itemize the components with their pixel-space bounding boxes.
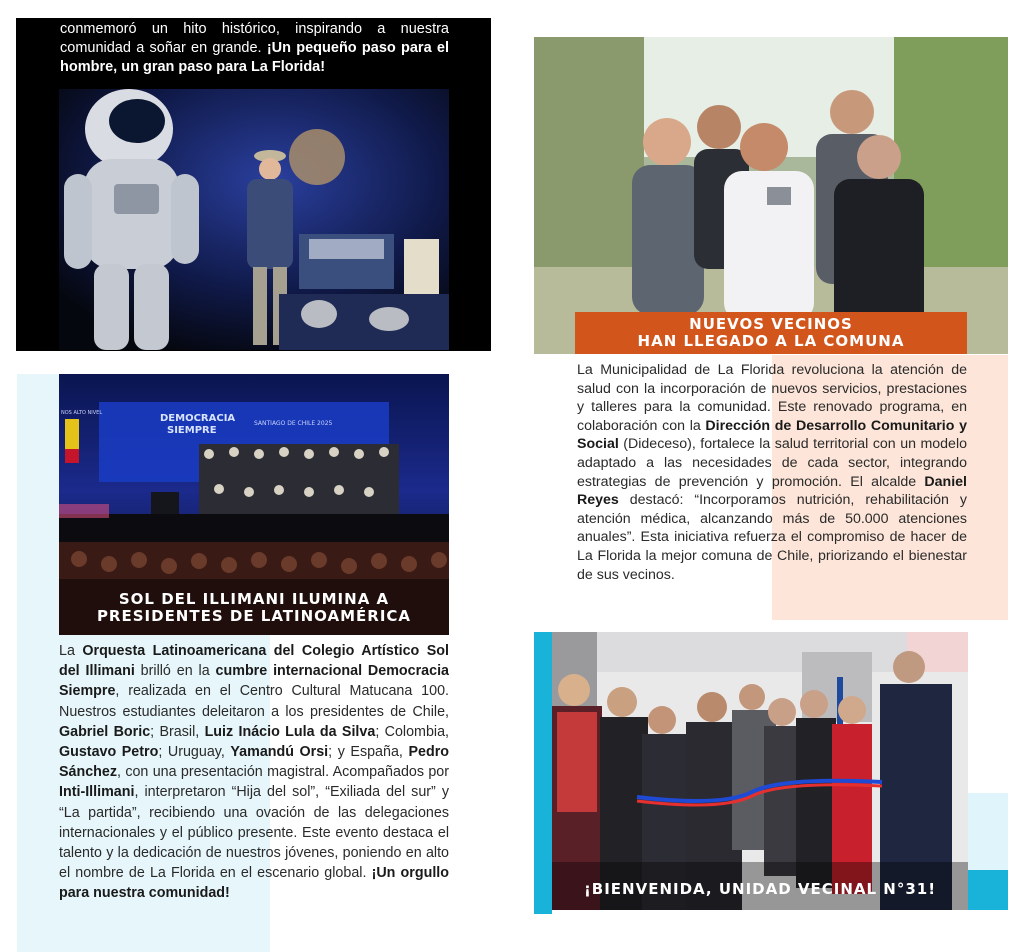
- illimani-text-part: , con una presentación magistral. Acompañados por: [117, 764, 449, 781]
- stage-title-2: SIEMPRE: [167, 425, 217, 436]
- salud-text-bold: Dirección de Desarrollo Comunitario y Social: [577, 417, 967, 453]
- illimani-caption: [59, 591, 449, 625]
- decorative-bar-cyan: [534, 632, 552, 914]
- salud-text-bold: Daniel Reyes: [577, 473, 967, 509]
- illimani-text-part: La: [59, 643, 83, 659]
- salud-text-part: destacó: “Incorporamos nutrición, rehabilitación y atención médica, alcanzando más de 50.000 atenciones anuales”. Esta iniciativa refuerza el compromiso de hacer de La Florida la mejor comuna de Chile, priorizando el bienestar de sus vecinos.: [577, 492, 967, 583]
- unidad-vecinal-caption: ¡BIENVENIDA, UNIDAD VECINAL N°31!: [583, 880, 937, 898]
- illimani-text-part: ; Brasil,: [150, 723, 205, 740]
- illimani-text-bold: Gabriel Boric: [59, 723, 151, 740]
- illimani-text-bold: Orquesta Latinoamericana del Colegio Artístico Sol del Illimani: [59, 643, 449, 680]
- illimani-article-text: [59, 641, 449, 904]
- illimani-caption-line2: PRESIDENTES DE LATINOAMÉRICA: [96, 607, 412, 625]
- stage-title-1: DEMOCRACIA: [160, 413, 236, 424]
- salud-article-text: [577, 361, 967, 584]
- nuevos-vecinos-caption: [575, 316, 967, 350]
- illimani-text-part: ; y España,: [328, 744, 409, 761]
- nuevos-vecinos-caption-line2: HAN LLEGADO A LA COMUNA: [637, 332, 905, 350]
- illimani-text-bold: Gustavo Petro: [59, 744, 159, 761]
- illimani-text-bold: Luiz Inácio Lula da Silva: [204, 723, 376, 740]
- illimani-text-bold: Pedro Sánchez: [59, 744, 449, 781]
- illimani-text-bold: Yamandú Orsi: [230, 744, 329, 761]
- illimani-text-part: ; Uruguay,: [158, 744, 231, 761]
- stage-subtitle: SANTIAGO DE CHILE 2025: [254, 420, 333, 427]
- salud-text-part: (Dideceso), fortalece la salud territorial con un modelo adaptado a las necesidades de cada sector, integrando estrategias de prevención y promoción. El alcalde: [577, 436, 967, 490]
- illimani-text-part: , realizada en el Centro Cultural Matucana 100. Nuestros estudiantes deleitaron a los presidentes de Chile,: [59, 683, 449, 720]
- stage-left-text: NOS ALTO NIVEL: [61, 410, 103, 416]
- astronaut-text-line: conmemoró un hito histórico, inspirando a nuestra: [60, 21, 449, 37]
- nuevos-vecinos-caption-line1: NUEVOS VECINOS: [689, 315, 853, 333]
- astronaut-stage-photo: [59, 89, 449, 350]
- illimani-text-bold: cumbre internacional Democracia Siempre: [59, 663, 449, 700]
- illimani-caption-line1: SOL DEL ILLIMANI ILUMINA A: [118, 590, 390, 608]
- astronaut-article-text: [60, 20, 449, 77]
- decorative-strip-cyan: [968, 870, 1008, 910]
- nuevos-vecinos-photo: [534, 37, 1008, 354]
- illimani-text-part: ; Colombia,: [375, 723, 449, 740]
- astronaut-text-bold: ¡Un pequeño paso para el hombre, un gran paso para La Florida!: [60, 40, 449, 75]
- illimani-text-bold: Inti-Illimani: [59, 784, 135, 801]
- illimani-text-part: brilló en la: [134, 663, 216, 680]
- illimani-text-bold: ¡Un orgullo para nuestra comunidad!: [59, 865, 450, 902]
- unidad-vecinal-photo: [552, 632, 968, 910]
- illimani-text-part: , interpretaron “Hija del sol”, “Exiliada del sur” y “La partida”, recibiendo una ovación de las delegaciones internacionales y el público presente. Este evento destaca el talento y la dedicación de nuestros jóvenes, poniendo en alto el nombre de La Florida en el escenario global.: [59, 784, 449, 882]
- salud-text-part: La Municipalidad de La Florida revoluciona la atención de salud con la incorporación de nuevos servicios, prestaciones y talleres para la comunidad. Este renovado programa, en colaboración con la: [577, 362, 967, 434]
- astronaut-text-plain: comunidad a soñar en grande.: [60, 40, 267, 56]
